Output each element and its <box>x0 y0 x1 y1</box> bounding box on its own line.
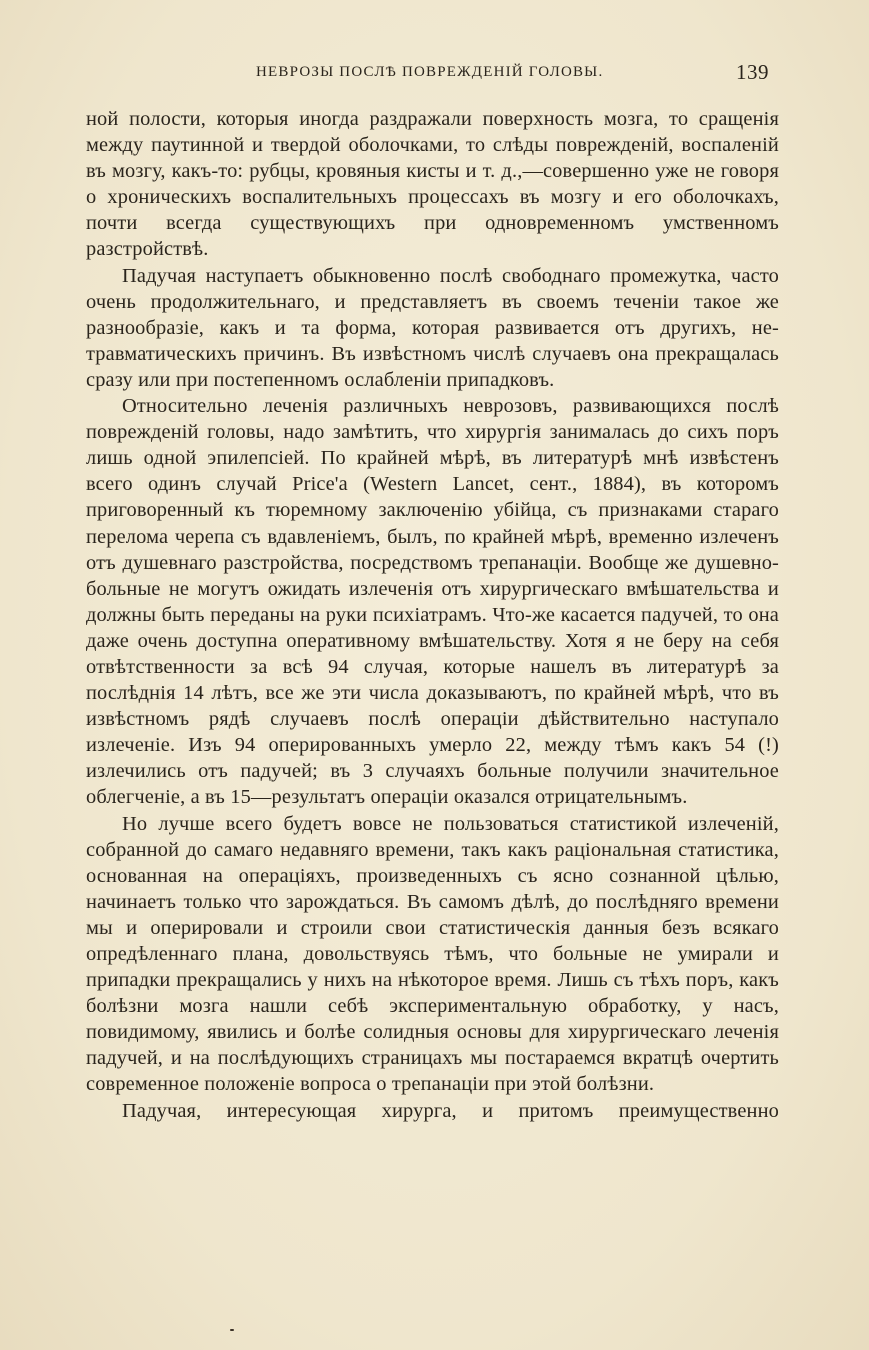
running-head <box>0 60 869 88</box>
paragraph-1: ной полости, которыя иногда раздражали поверхность мозга, то сращенія между паутинной и твердой оболочками, то слѣды поврежденій, воспаленій въ мозгу, какъ-то: рубцы, кровяныя кисты и т. д.,—совершенно уже не говоря о хроническихъ воспалительныхъ процессахъ въ мозгу и его оболочкахъ, почти всегда существующихъ при одновременномъ умственномъ разстройствѣ. <box>86 108 779 261</box>
running-title: НЕВРОЗЫ ПОСЛѢ ПОВРЕЖДЕНІЙ ГОЛОВЫ. <box>256 64 604 80</box>
body-text <box>86 106 779 1124</box>
paragraph-3: Относительно леченія различныхъ неврозовъ, развивающихся послѣ поврежденій головы, надо замѣтить, что хирургія занималась до сихъ поръ лишь одной эпилепсіей. По крайней мѣрѣ, въ литературѣ мнѣ извѣстенъ всего одинъ случай Price'а (Western Lancet, сент., 1884), въ которомъ приговоренный къ тюремному заключенію убійца, съ признаками стараго перелома черепа съ вдавленіемъ, былъ, по крайней мѣрѣ, временно излеченъ отъ душевнаго разстройства, посредствомъ трепанаціи. Вообще же душевно-больные не могутъ ожидать излеченія отъ хирургическаго вмѣшательства и должны быть переданы на руки психіатрамъ. Что-же касается падучей, то она даже очень доступна оперативному вмѣшательству. Хотя я не беру на себя отвѣтственности за всѣ 94 случая, которые нашелъ въ литературѣ за послѣднія 14 лѣтъ, все же эти числа доказываютъ, по крайней мѣрѣ, что въ извѣстномъ рядѣ случаевъ послѣ операціи дѣйствительно наступало излеченіе. Изъ 94 оперированныхъ умерло 22, между тѣмъ какъ 54 (!) излечились отъ падучей; въ 3 случаяхъ больные получили значительное облегченіе, а въ 15—результатъ операціи оказался отрицательнымъ. <box>86 395 779 809</box>
ink-speck <box>230 1329 234 1331</box>
paragraph-2: Падучая наступаетъ обыкновенно послѣ свободнаго промежутка, часто очень продолжительнаго, и представляетъ въ своемъ теченіи такое же разнообразіе, какъ и та форма, которая развивается отъ другихъ, не-травматическихъ причинъ. Въ извѣстномъ числѣ случаевъ она прекращалась сразу или при постепенномъ ослабленіи припадковъ. <box>86 264 779 391</box>
paragraph-4: Но лучше всего будетъ вовсе не пользоваться статистикой излеченій, собранной до самаго недавняго времени, такъ какъ раціональная статистика, основанная на операціяхъ, произведенныхъ съ ясно сознанной цѣлью, начинаетъ только что зарождаться. Въ самомъ дѣлѣ, до послѣдняго времени мы и оперировали и строили свои статистическія данныя безъ всякаго опредѣленнаго плана, довольствуясь тѣмъ, что больные не умирали и припадки прекращались у нихъ на нѣкоторое время. Лишь съ тѣхъ поръ, какъ болѣзни мозга нашли себѣ экспериментальную обработку, у насъ, повидимому, явились и болѣе солидныя основы для хирургическаго леченія падучей, и на послѣдующихъ страницахъ мы постараемся вкратцѣ очертить современное положеніе вопроса о трепанаціи при этой болѣзни. <box>86 812 779 1096</box>
paragraph-5: Падучая, интересующая хирурга, и притомъ преимущественно <box>122 1099 779 1122</box>
page-number: 139 <box>736 60 769 84</box>
